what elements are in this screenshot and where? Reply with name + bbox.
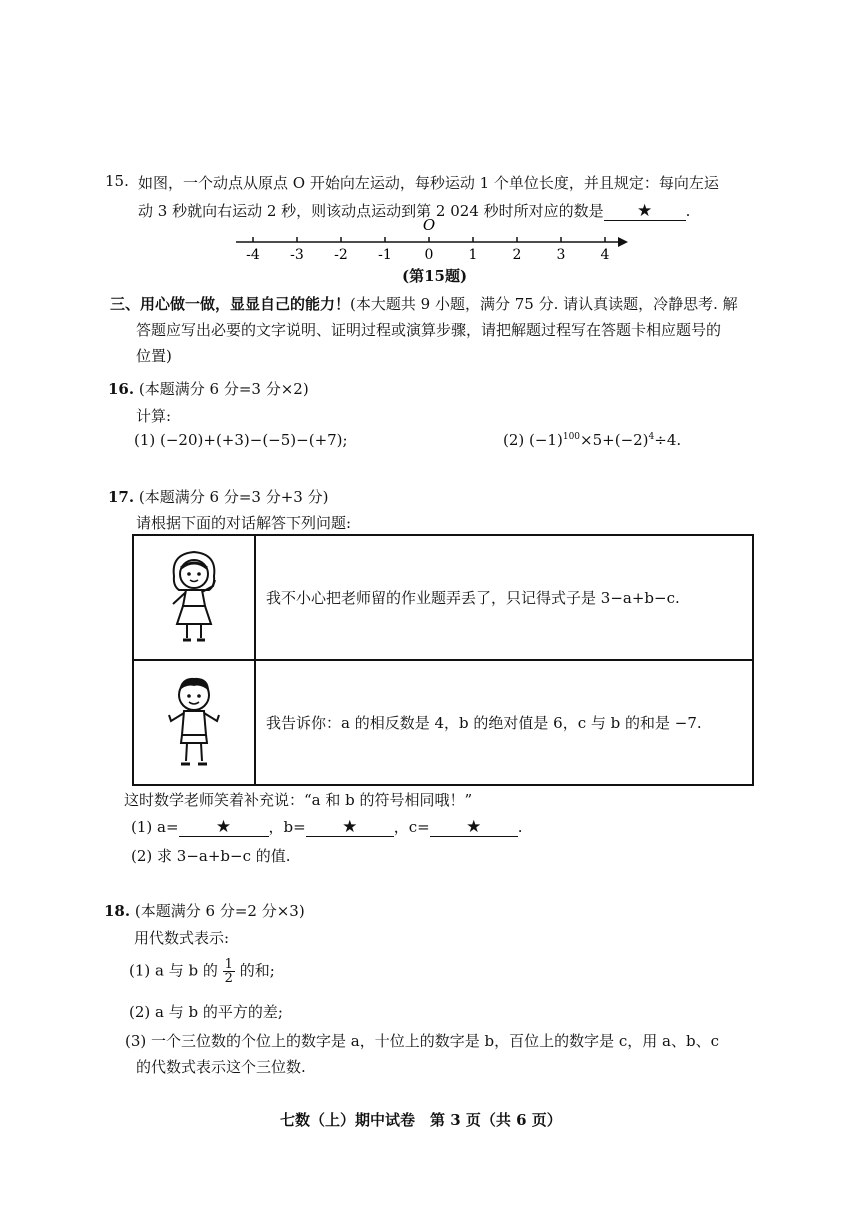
q16-score: (本题满分 6 分=3 分×2) xyxy=(138,380,309,398)
one-half-fraction xyxy=(223,958,235,985)
number-line-tick-label: 2 xyxy=(512,247,522,262)
section3-header xyxy=(110,293,738,314)
boy-cartoon-icon xyxy=(159,671,229,771)
q18-score: (本题满分 6 分=2 分×3) xyxy=(134,902,305,920)
q16-part2-b: ×5+(−2) xyxy=(580,431,649,449)
number-line-tick-label: -4 xyxy=(246,247,260,262)
q17-b-label: ，b= xyxy=(268,818,306,836)
q18-header xyxy=(104,900,305,921)
q16-part2 xyxy=(503,431,681,449)
dialog-row-girl xyxy=(133,535,753,660)
q16-number: 16. xyxy=(108,380,135,398)
teacher-remark: 这时数学老师笑着补充说：“a 和 b 的符号相同哦！” xyxy=(124,791,473,809)
q16-exp1: 100 xyxy=(562,432,581,442)
q17-prompt: 请根据下面的对话解答下列问题: xyxy=(136,514,352,532)
q17-part1-end: . xyxy=(517,818,523,836)
q17-number: 17. xyxy=(108,488,135,506)
q17-header xyxy=(108,486,328,507)
page-footer: 七数（上）期中试卷 第 3 页（共 6 页） xyxy=(280,1111,562,1129)
dialog-table xyxy=(132,534,754,786)
q18-part3-line1: (3) 一个三位数的个位上的数字是 a，十位上的数字是 b，百位上的数字是 c，用 a、b、c xyxy=(125,1032,719,1050)
q15-text-line2-body: 动 3 秒就向右运动 2 秒，则该动点运动到第 2 024 秒时所对应的数是 xyxy=(138,202,604,220)
q15-text-line1: 如图，一个动点从原点 O 开始向左运动，每秒运动 1 个单位长度，并且规定：每向左运 xyxy=(138,174,719,192)
q16-prompt: 计算: xyxy=(136,407,172,425)
boy-speech: 我告诉你：a 的相反数是 4，b 的绝对值是 6，c 与 b 的和是 −7. xyxy=(255,660,753,785)
q18-prompt: 用代数式表示: xyxy=(134,929,230,947)
q16-part1: (1) (−20)+(+3)−(−5)−(+7); xyxy=(134,431,348,449)
q17-b-blank: ★ xyxy=(306,818,394,837)
section3-note-line1: (本大题共 9 小题，满分 75 分. 请认真读题，冷静思考. 解 xyxy=(350,295,738,313)
q15-caption: (第15题) xyxy=(402,267,468,285)
dialog-row-boy xyxy=(133,660,753,785)
number-line-tick-label: 1 xyxy=(468,247,478,262)
q18-part1 xyxy=(129,958,275,985)
section3-note-line3: 位置) xyxy=(136,347,172,365)
q18-part2: (2) a 与 b 的平方的差; xyxy=(129,1003,283,1021)
q15-answer-blank: ★ xyxy=(604,202,686,221)
q17-a-label: (1) a= xyxy=(131,818,179,836)
q17-score: (本题满分 6 分=3 分+3 分) xyxy=(138,488,329,506)
q17-part2: (2) 求 3−a+b−c 的值. xyxy=(131,847,291,865)
q16-part2-c: ÷4. xyxy=(654,431,682,449)
girl-picture-cell xyxy=(133,535,255,660)
number-line-tick-label: 3 xyxy=(556,247,566,262)
q18-part1-b: 的和; xyxy=(239,961,275,980)
girl-speech: 我不小心把老师留的作业题弄丢了，只记得式子是 3−a+b−c. xyxy=(255,535,753,660)
number-line-tick-label: -3 xyxy=(290,247,304,262)
boy-picture-cell xyxy=(133,660,255,785)
girl-cartoon-icon xyxy=(159,546,229,646)
number-line-tick-label: -1 xyxy=(378,247,392,262)
q18-part1-a: (1) a 与 b 的 xyxy=(129,961,218,980)
number-line xyxy=(230,216,640,262)
number-line-tick-label: 4 xyxy=(600,247,610,262)
number-line-ticks xyxy=(246,237,609,262)
q16-header xyxy=(108,378,309,399)
number-line-tick-label: -2 xyxy=(334,247,348,262)
origin-label: O xyxy=(422,216,436,234)
q18-number: 18. xyxy=(104,902,131,920)
number-line-tick-label: 0 xyxy=(424,247,434,262)
section3-note-line2: 答题应写出必要的文字说明、证明过程或演算步骤，请把解题过程写在答题卡相应题号的 xyxy=(136,321,722,339)
q16-exp2: 4 xyxy=(648,432,655,442)
q18-part3-line2: 的代数式表示这个三位数. xyxy=(136,1058,306,1076)
q17-c-blank: ★ xyxy=(430,818,518,837)
fraction-denominator: 2 xyxy=(224,971,233,986)
q16-part2-a: (2) (−1) xyxy=(503,431,563,449)
q17-a-blank: ★ xyxy=(179,818,269,837)
fraction-numerator: 1 xyxy=(224,957,233,972)
q17-part1 xyxy=(131,816,522,837)
q15-number: 15. xyxy=(105,172,129,190)
arrow-head-icon xyxy=(618,237,628,247)
q17-c-label: ，c= xyxy=(393,818,430,836)
q15-text-line2: 动 3 秒就向右运动 2 秒，则该动点运动到第 2 024 秒时所对应的数是 ★ . xyxy=(138,201,691,221)
section3-title: 三、用心做一做，显显自己的能力！ xyxy=(110,295,351,313)
